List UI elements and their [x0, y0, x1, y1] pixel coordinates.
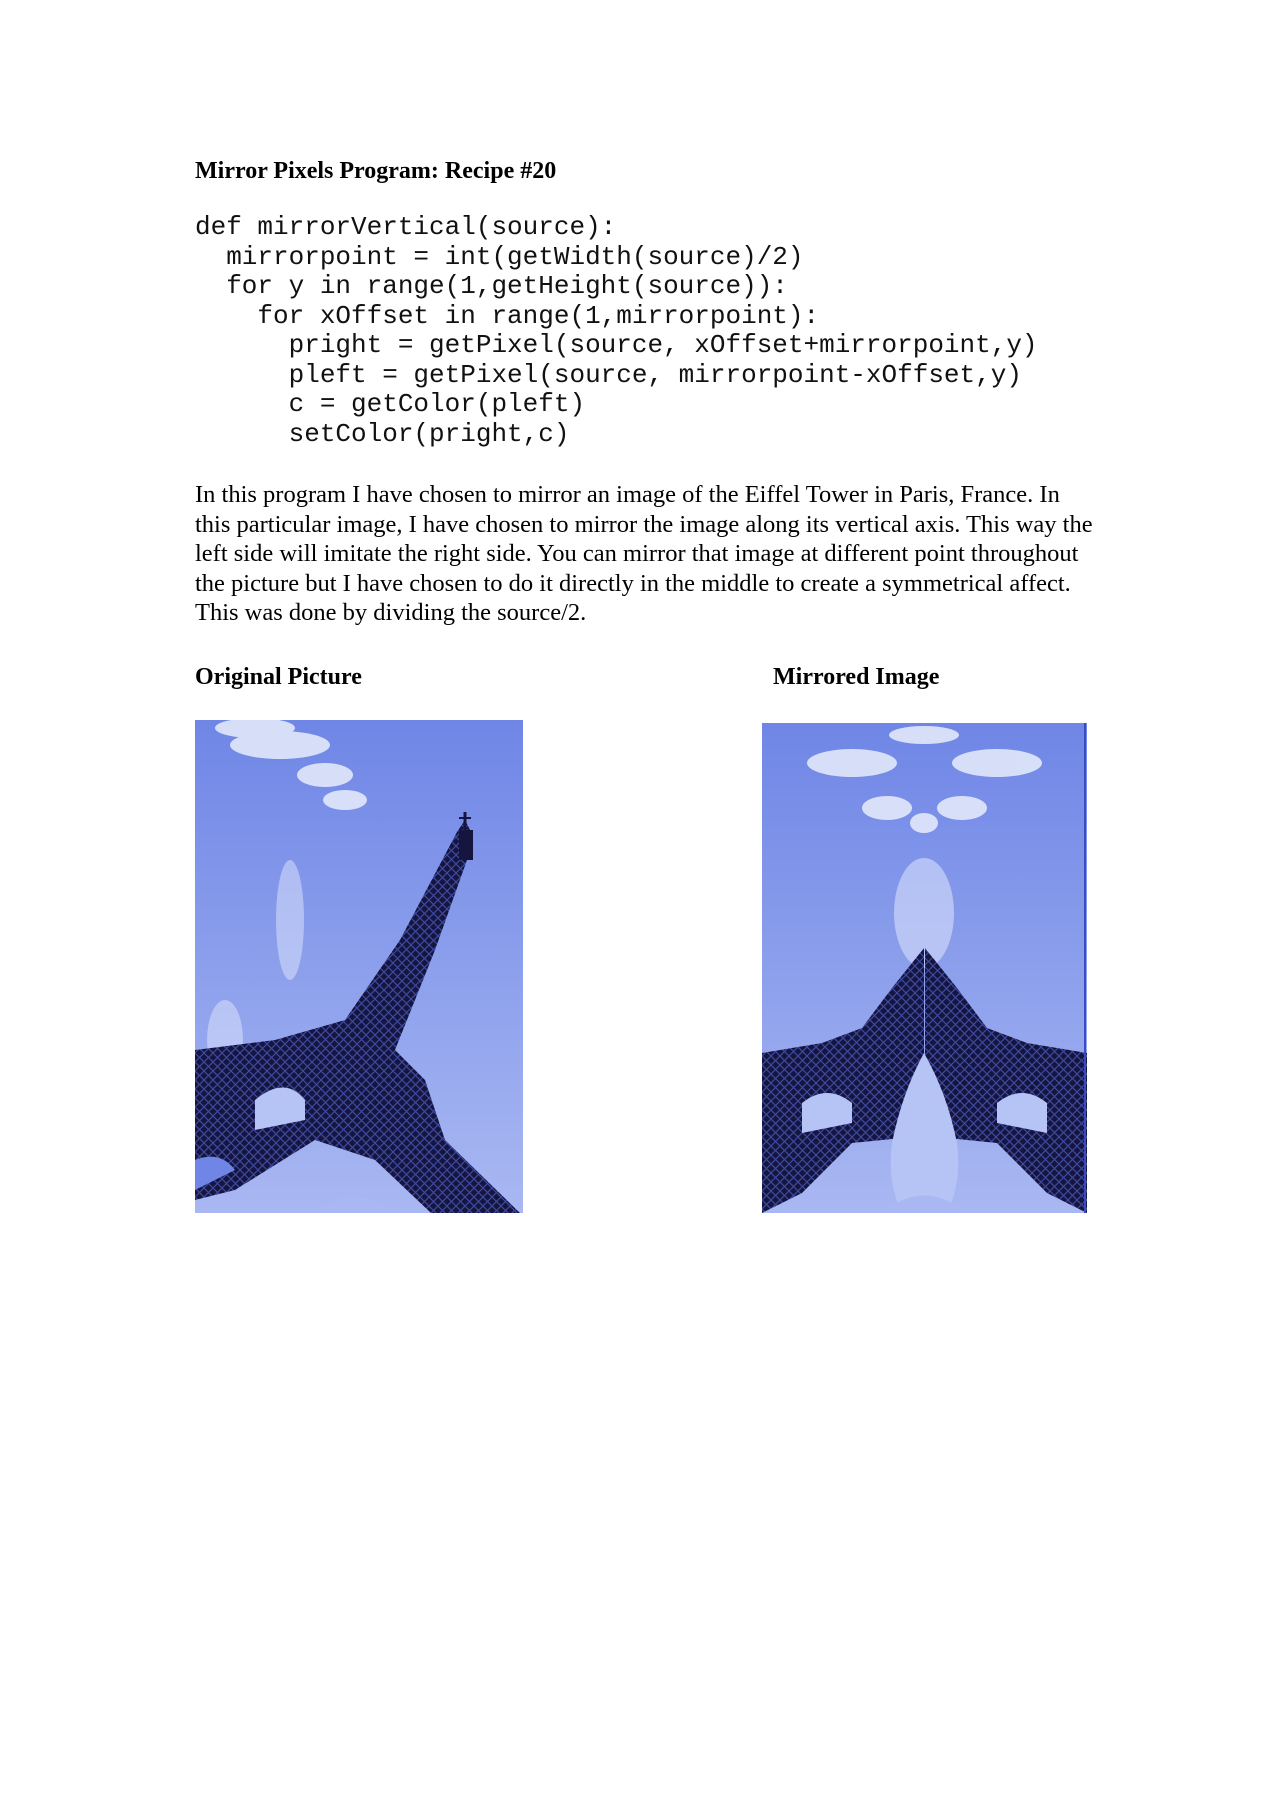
code-block	[195, 213, 1038, 449]
original-picture-label: Original Picture	[195, 664, 362, 690]
original-eiffel-photo	[195, 720, 523, 1213]
mirrored-image-label: Mirrored Image	[773, 664, 940, 690]
mirrored-photo-edge	[1084, 723, 1086, 1213]
code-line: def mirrorVertical(source):	[195, 212, 617, 242]
code-line: c = getColor(pleft)	[195, 389, 586, 419]
code-line: pleft = getPixel(source, mirrorpoint-xOffset,y)	[195, 359, 1022, 390]
code-line: mirrorpoint = int(getWidth(source)/2)	[195, 241, 804, 272]
code-line: for y in range(1,getHeight(source)):	[195, 271, 788, 301]
mirrored-eiffel-photo	[762, 723, 1087, 1213]
code-line: setColor(pright,c)	[195, 418, 570, 449]
code-line: for xOffset in range(1,mirrorpoint):	[195, 300, 820, 331]
code-line: pright = getPixel(source, xOffset+mirrorpoint,y)	[195, 330, 1038, 360]
description-paragraph: In this program I have chosen to mirror an image of the Eiffel Tower in Paris, France. In this particular image, I have chosen to mirror the image along its vertical axis. This way the left side will imitate the right side. You can mirror that image at different point throughout the picture but I have chosen to do it directly in the middle to create a symmetrical affect. This was done by dividing the source/2.	[195, 481, 1093, 627]
page-title: Mirror Pixels Program: Recipe #20	[195, 158, 557, 184]
